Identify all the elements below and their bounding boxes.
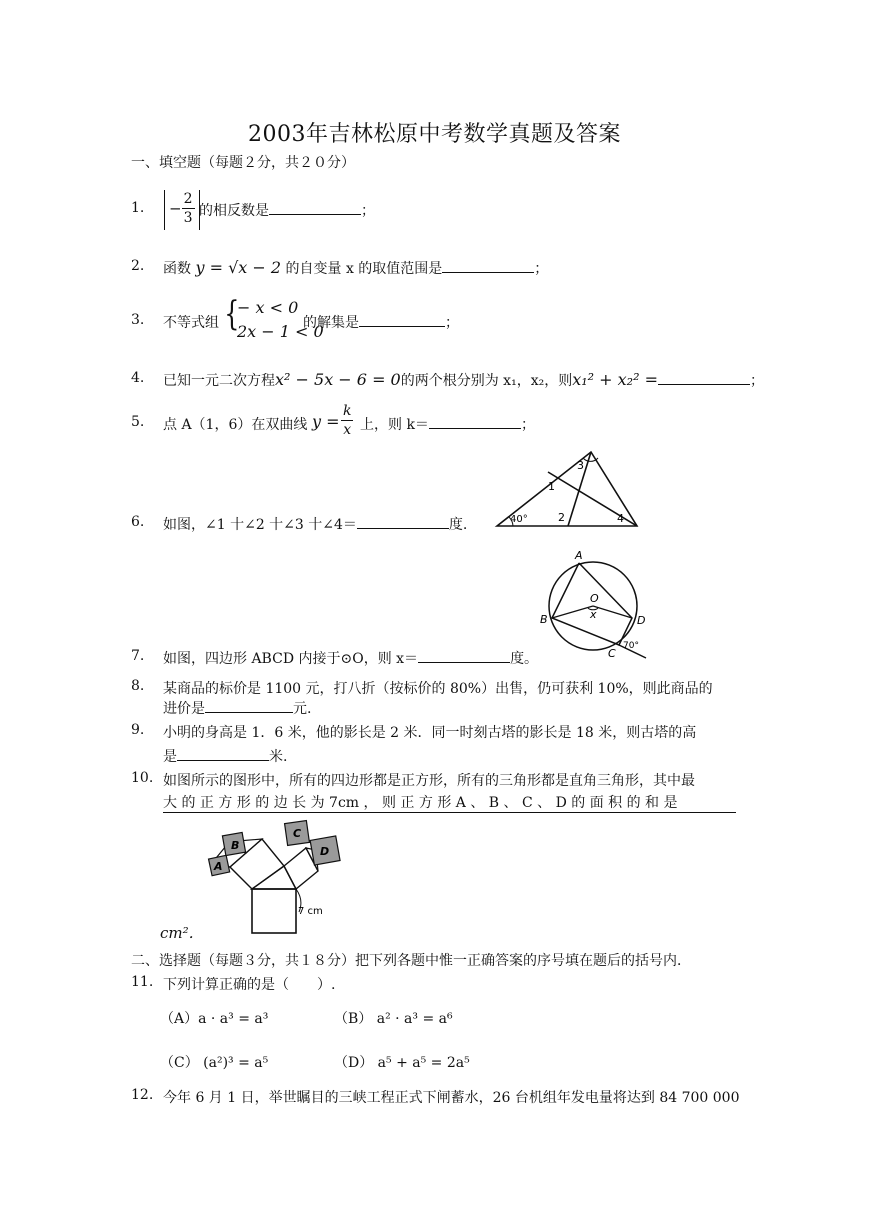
question-6 xyxy=(131,514,467,534)
vertex-label-d: D xyxy=(637,614,646,627)
q12-stem: 今年 6 月 1 日，举世瞩目的三峡工程正式下闸蓄水，26 台机组年发电量将达到 84 700 000 xyxy=(163,1090,740,1106)
square-label-a: A xyxy=(214,860,223,873)
q10-line-1: 如图所示的图形中，所有的四边形都是正方形，所有的三角形都是直角三角形，其中最 xyxy=(163,773,695,789)
q4-text: 已知一元二次方程 xyxy=(163,373,275,389)
angle-label-4: 4 xyxy=(617,512,624,525)
punct: ； xyxy=(534,261,549,277)
angle-label-70: 70° xyxy=(623,641,639,651)
q5-text-mid: 上，则 k＝ xyxy=(360,417,429,433)
function-expression: y = √x − 2 xyxy=(195,258,282,277)
page-title: 2003年吉林松原中考数学真题及答案 xyxy=(248,122,621,147)
question-number: 3. xyxy=(131,312,145,328)
q5-text: 点 A（1，6）在双曲线 xyxy=(163,417,308,433)
quadratic-equation: x² − 5x − 6 = 0 xyxy=(275,370,401,389)
q10-unit: cm²． xyxy=(160,924,204,942)
option-c[interactable]: （C） (a²)³ = a⁵ xyxy=(160,1055,269,1071)
question-number: 8. xyxy=(131,678,145,694)
fraction: $\frac{2}{3}$ xyxy=(183,191,193,226)
punct: 元. xyxy=(293,701,312,717)
punct: 度。 xyxy=(510,651,539,667)
punct: 米. xyxy=(269,749,288,765)
q1-text: 的相反数是 xyxy=(199,203,269,219)
q2-text-mid: 的自变量 x 的取值范围是 xyxy=(285,261,443,277)
option-d[interactable]: （D） a⁵ + a⁵ = 2a⁵ xyxy=(334,1055,470,1071)
question-9-line-2 xyxy=(163,746,287,766)
angle-label-3: 3 xyxy=(577,459,584,472)
triangle-figure xyxy=(493,448,643,530)
question-number: 9. xyxy=(131,722,145,738)
answer-blank[interactable] xyxy=(269,200,361,215)
question-number: 12. xyxy=(131,1087,154,1103)
question-number: 4. xyxy=(131,370,145,386)
q3-text: 不等式组 xyxy=(163,315,219,331)
angle-label-1: 1 xyxy=(548,480,555,493)
question-8-line-2 xyxy=(163,698,311,718)
vertex-label-c: C xyxy=(608,647,616,660)
answer-blank[interactable] xyxy=(177,746,269,761)
question-number: 6. xyxy=(131,514,145,530)
q8-line-1: 某商品的标价是 1100 元，打八折（按标价的 80%）出售，仍可获利 10%，则此商品的 xyxy=(163,681,713,697)
question-10 xyxy=(131,770,695,790)
answer-blank[interactable] xyxy=(429,414,521,429)
question-number: 2. xyxy=(131,258,145,274)
answer-blank[interactable] xyxy=(658,370,750,385)
question-12 xyxy=(131,1087,740,1107)
vertex-label-b: B xyxy=(540,613,548,626)
square-label-d: D xyxy=(320,845,330,858)
angle-label-x: x xyxy=(590,608,597,621)
question-7 xyxy=(131,648,538,668)
q9-line-1: 小明的身高是 1．6 米，他的影长是 2 米．同一时刻古塔的影长是 18 米，则古塔的高 xyxy=(163,725,697,741)
square-label-b: B xyxy=(231,839,240,852)
inequality-row-2: 2x − 1 < 0 xyxy=(237,322,324,341)
section-heading-fill-in: 一、填空题（每题２分，共２０分） xyxy=(131,155,355,171)
inequality-row-1: − x < 0 xyxy=(237,298,299,317)
minus-sign: − xyxy=(169,199,182,218)
option-b[interactable]: （B） a² · a³ = a⁶ xyxy=(334,1011,453,1027)
hyperbola-fraction: $\frac{k}{x}$ xyxy=(343,403,352,438)
section-heading-choice: 二、选择题（每题３分，共１８分）把下列各题中惟一正确答案的序号填在题后的括号内． xyxy=(131,953,691,969)
punct: ； xyxy=(445,315,459,331)
question-number: 11. xyxy=(131,974,154,990)
hyperbola-lhs: y = xyxy=(312,412,340,431)
center-label-o: O xyxy=(590,592,599,605)
q8-text: 进价是 xyxy=(163,701,205,717)
question-11 xyxy=(131,974,335,994)
question-number: 7. xyxy=(131,648,145,664)
q3-text-mid: 的解集是 xyxy=(303,315,359,331)
punct: 度. xyxy=(448,517,468,533)
question-2 xyxy=(131,258,548,278)
answer-blank[interactable] xyxy=(357,514,449,529)
q2-text: 函数 xyxy=(163,261,191,277)
q11-stem: 下列计算正确的是（ ）. xyxy=(163,977,336,993)
angle-label-2: 2 xyxy=(558,511,565,524)
square-label-c: C xyxy=(293,827,302,840)
q7-text: 如图，四边形 ABCD 内接于⊙O，则 x＝ xyxy=(163,651,419,667)
option-a[interactable]: （A）a · a³ = a³ xyxy=(160,1011,269,1027)
question-8 xyxy=(131,678,713,698)
question-4 xyxy=(131,370,764,390)
abs-expression xyxy=(164,190,200,230)
answer-blank[interactable] xyxy=(359,312,445,327)
answer-blank[interactable] xyxy=(418,648,510,663)
q4-text-mid: 的两个根分别为 x₁，x₂，则 xyxy=(400,373,573,389)
sum-of-squares: x₁² + x₂² = xyxy=(572,370,658,389)
punct: ； xyxy=(520,417,535,433)
squares-figure xyxy=(204,816,344,936)
side-length-label: 7 cm xyxy=(298,906,323,917)
punct: ； xyxy=(749,373,764,389)
angle-label-40: 40° xyxy=(510,514,528,525)
circle-figure xyxy=(536,546,650,664)
q10-line-2-text: 大 的 正 方 形 的 边 长 为 7cm ， 则 正 方 形 A 、 B 、 C 、 D 的 面 积 的 和 是 xyxy=(163,795,678,811)
question-number: 10. xyxy=(131,770,154,786)
punct: ； xyxy=(361,203,375,219)
vertex-label-a: A xyxy=(575,549,583,562)
q9-text: 是 xyxy=(163,749,177,765)
brace: { xyxy=(224,294,240,334)
q6-text: 如图，∠1 十∠2 十∠3 十∠4＝ xyxy=(163,517,357,533)
question-10-line-2 xyxy=(163,792,736,813)
question-number: 1. xyxy=(131,200,145,216)
question-number: 5. xyxy=(131,414,145,430)
answer-blank[interactable] xyxy=(442,258,534,273)
question-9 xyxy=(131,722,696,742)
answer-blank[interactable] xyxy=(205,698,293,713)
